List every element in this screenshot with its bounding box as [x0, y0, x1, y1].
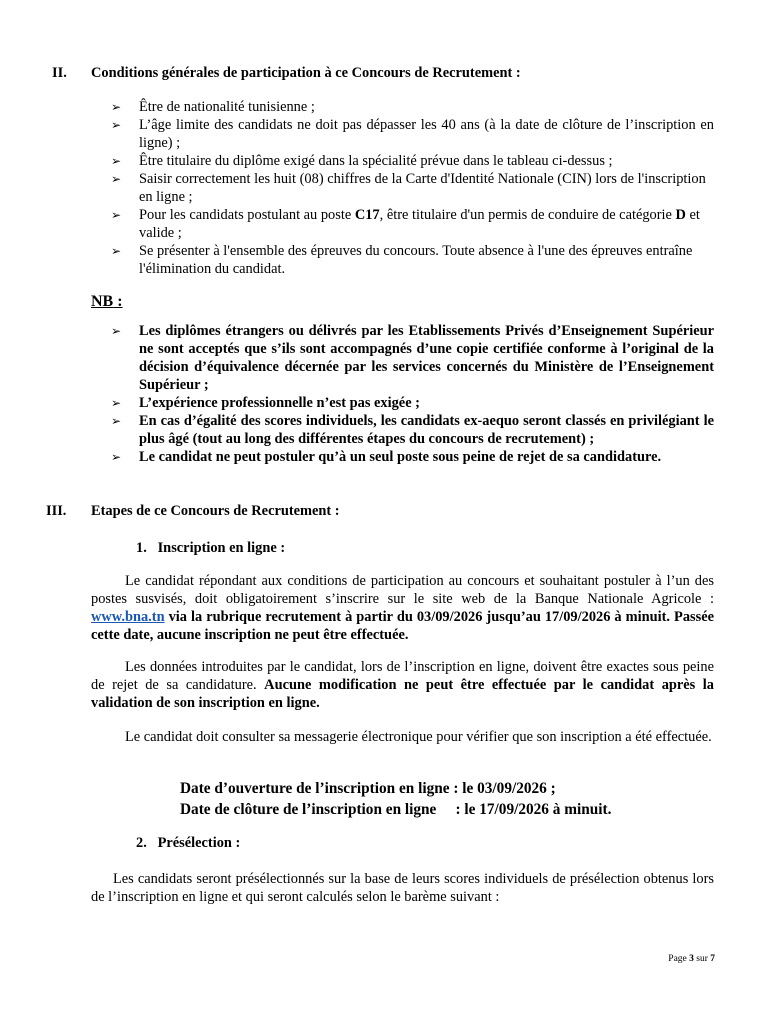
list-item: ➢ Pour les candidats postulant au poste C17, être titulaire d'un permis de conduire de catégorie D et valide ;	[111, 207, 700, 241]
list-item: ➢ Le candidat ne peut postuler qu’à un seul poste sous peine de rejet de sa candidature.	[111, 449, 662, 465]
arrow-bullet-icon: ➢	[111, 244, 122, 258]
arrow-bullet-icon: ➢	[111, 100, 122, 114]
list-item: ➢ L’âge limite des candidats ne doit pas dépasser les 40 ans (à la date de clôture de l’inscription en ligne) ;	[111, 117, 714, 151]
list-item: ➢ Se présenter à l'ensemble des épreuves du concours. Toute absence à l'une des épreuves entraîne l'élimination du candidat.	[111, 243, 693, 277]
step-1-paragraph-3: Le candidat doit consulter sa messagerie électronique pour vérifier que son inscription a été effectuée.	[125, 729, 712, 745]
step-1-label: 1. Inscription en ligne :	[136, 540, 286, 556]
arrow-bullet-icon: ➢	[111, 118, 122, 132]
arrow-bullet-icon: ➢	[111, 396, 122, 410]
page-footer: Page 3 sur 7	[668, 954, 715, 964]
page-total: 7	[710, 954, 715, 964]
post-code: C17	[354, 207, 380, 223]
list-item: ➢ Être titulaire du diplôme exigé dans la spécialité prévue dans le tableau ci-dessus ;	[111, 153, 613, 169]
section-3-number: III.	[46, 503, 67, 519]
list-item: ➢ L’expérience professionnelle n’est pas exigée ;	[111, 395, 420, 411]
list-item: ➢ En cas d’égalité des scores individuels, les candidats ex-aequo seront classés en privilégiant le plus âgé (tout au long des différentes étapes du concours de recrutement) ;	[111, 413, 714, 447]
section-2-number: II.	[52, 65, 67, 81]
list-item: ➢ Saisir correctement les huit (08) chiffres de la Carte d'Identité Nationale (CIN) lors de l'inscription en ligne ;	[111, 171, 706, 205]
step-2-label: 2. Présélection :	[136, 835, 241, 851]
bna-website-link[interactable]: www.bna.tn	[91, 609, 165, 625]
step-2-paragraph-1: Les candidats seront présélectionnés sur la base de leurs scores individuels de présélection obtenus lors de l’inscription en ligne et qui seront calculés selon le barème suivant :	[91, 871, 714, 905]
opening-date: Date d’ouverture de l’inscription en ligne : le 03/09/2026 ;	[180, 780, 556, 797]
arrow-bullet-icon: ➢	[111, 208, 122, 222]
inscription-dates	[180, 778, 611, 820]
arrow-bullet-icon: ➢	[111, 324, 122, 338]
closing-date: Date de clôture de l’inscription en ligne : le 17/09/2026 à minuit.	[180, 801, 612, 818]
section-2-title: Conditions générales de participation à ce Concours de Recrutement :	[91, 65, 521, 81]
arrow-bullet-icon: ➢	[111, 172, 122, 186]
page-number: 3	[689, 954, 694, 964]
list-item: ➢ Être de nationalité tunisienne ;	[111, 99, 315, 115]
list-item: ➢ Les diplômes étrangers ou délivrés par les Etablissements Privés d’Enseignement Supérieur ne sont acceptés que s’ils sont accompagnés d’une copie certifiée conforme à l’original de la décision d’équivalence décernée par les services concernés du Ministère de l’Enseignement Supérieur ;	[111, 323, 714, 393]
section-3-title: Etapes de ce Concours de Recrutement :	[91, 503, 340, 519]
step-1-paragraph-2: Les données introduites par le candidat, lors de l’inscription en ligne, doivent être exactes sous peine de rejet de sa candidature. Aucune modification ne peut être effectuée par le candidat après la validation de son inscription en ligne.	[91, 659, 715, 711]
license-category: D	[675, 207, 686, 223]
nb-list	[111, 322, 714, 466]
nb-heading: NB :	[91, 293, 123, 310]
arrow-bullet-icon: ➢	[111, 414, 122, 428]
step-1-paragraph-1: Le candidat répondant aux conditions de participation au concours et souhaitant postuler à l’un des postes susvisés, doit obligatoirement s’inscrire sur le site web de la Banque Nationale Agricole : www.bna.tn via la rubrique recrutement à partir du 03/09/2026 jusqu’au 17/09/2026 à minuit. Passée cette date, aucune inscription ne peut être effectuée.	[91, 573, 714, 643]
arrow-bullet-icon: ➢	[111, 450, 122, 464]
section-2-list	[111, 98, 714, 278]
arrow-bullet-icon: ➢	[111, 154, 122, 168]
